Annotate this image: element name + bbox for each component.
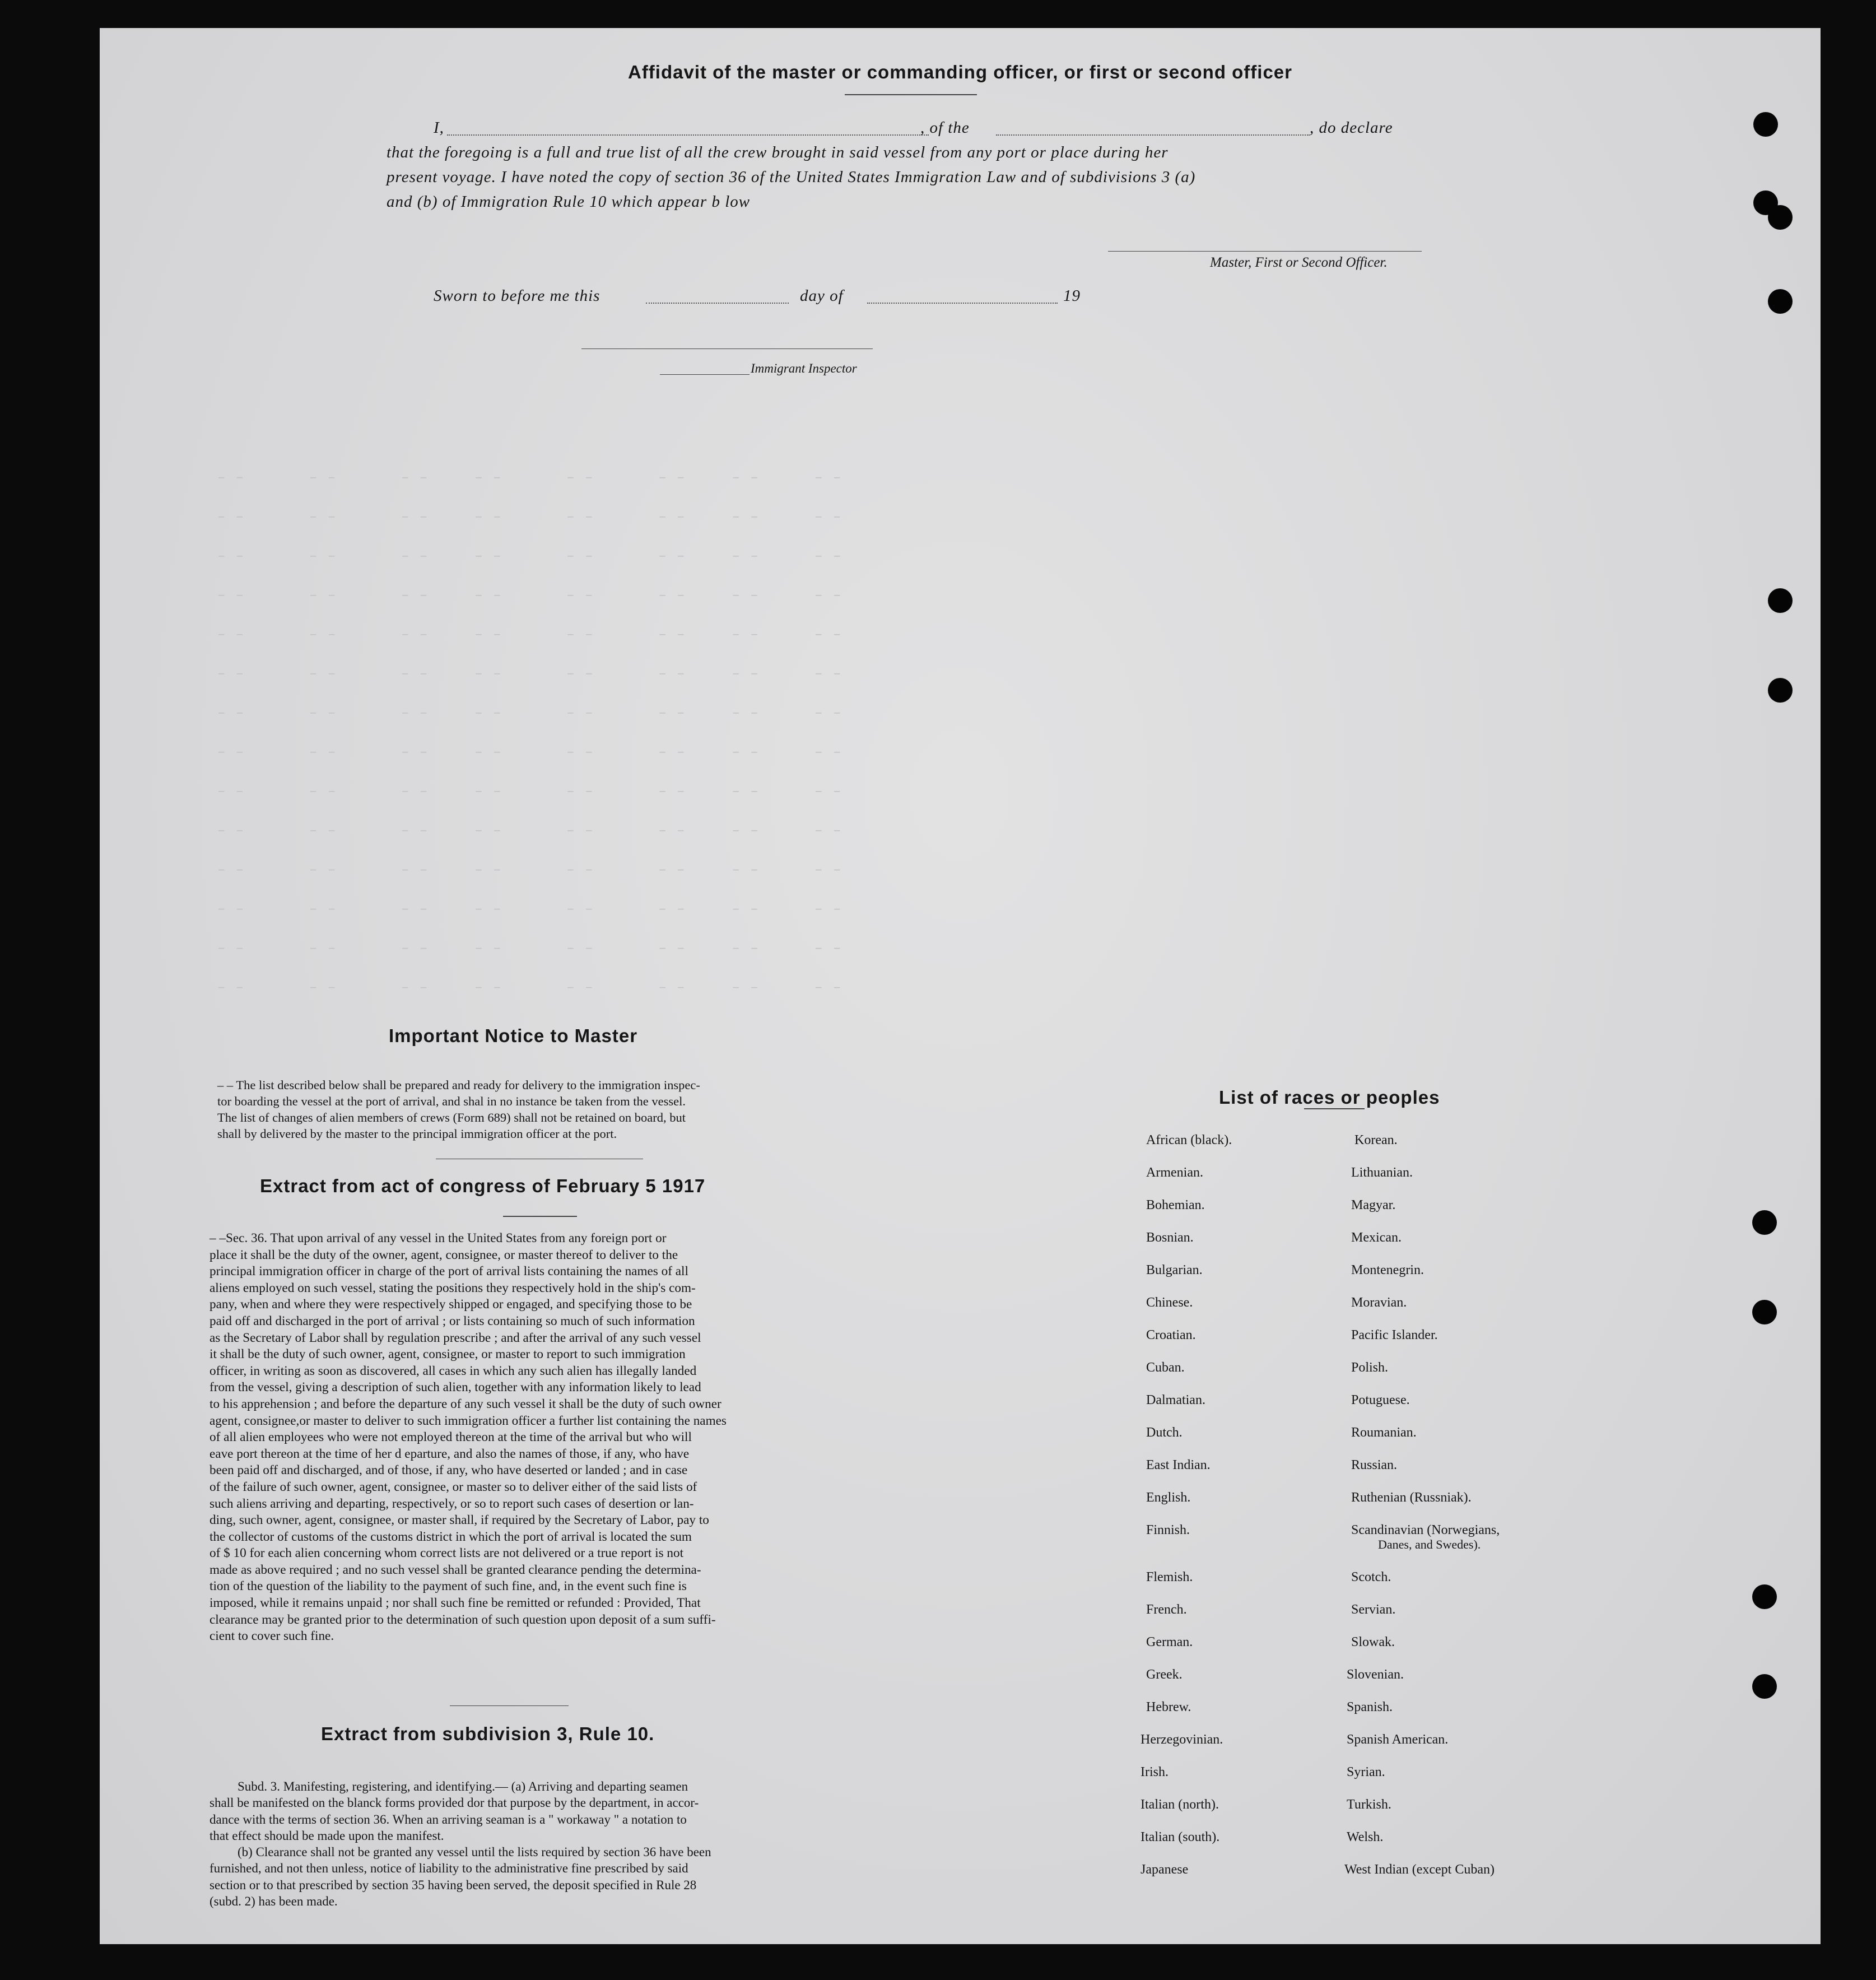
race-item: Dalmatian. [1146, 1393, 1205, 1407]
race-item: Syrian. [1347, 1765, 1385, 1779]
race-item: Herzegovinian. [1141, 1732, 1223, 1747]
race-item: Magyar. [1351, 1198, 1396, 1212]
races-title-underline [1304, 1108, 1365, 1109]
act-line: place it shall be the duty of the owner, agent, consignee, or master thereof to deliver to the [210, 1247, 678, 1262]
race-item: East Indian. [1146, 1458, 1211, 1472]
act-line: the collector of customs of the customs district in which the port of arrival is located the sum [210, 1529, 692, 1544]
act-line: pany, when and where they were respectively shipped or engaged, and specifying those to be [210, 1297, 692, 1312]
race-item: Danes, and Swedes). [1378, 1537, 1481, 1551]
act-title-underline [503, 1216, 577, 1217]
race-item: Armenian. [1146, 1165, 1203, 1180]
act-line: of the failure of such owner, agent, consignee, or master so to deliver either of the said lists of [210, 1479, 697, 1494]
punch-hole [1752, 1210, 1777, 1235]
act-line: it shall be the duty of such owner, agent, consignee, or master to report to such immigration [210, 1347, 686, 1362]
sworn-month-blank [867, 303, 1058, 304]
act-line: made as above required ; and no such vessel shall be granted clearance pending the determina- [210, 1562, 701, 1577]
affidavit-title: Affidavit of the master or commanding officer, or first or second officer [627, 62, 1292, 82]
inspector-signature-line [581, 348, 873, 349]
notice-body [217, 1077, 967, 1142]
race-item: Slowak. [1351, 1635, 1395, 1649]
race-item: Welsh. [1347, 1830, 1384, 1844]
sworn-year-label: 19 [1063, 287, 1081, 305]
act-line: of $ 10 for each alien concerning whom correct lists are not delivered or a true report is not [210, 1546, 684, 1561]
race-item: African (black). [1146, 1133, 1232, 1147]
affidavit-line-4: and (b) of Immigration Rule 10 which appear b low [387, 193, 751, 211]
race-item: Spanish. [1347, 1700, 1393, 1714]
act-line: to his apprehension ; and before the departure of any such vessel it shall be the duty of such owner [210, 1396, 721, 1411]
affidavit-do-declare-label: , do declare [1310, 119, 1393, 137]
race-item: Lithuanian. [1351, 1165, 1413, 1180]
race-item: Chinese. [1146, 1295, 1193, 1310]
rule-line: section or to that prescribed by section 35 having been served, the deposit specified in Rule 28 [210, 1877, 697, 1892]
race-item: Turkish. [1347, 1797, 1391, 1812]
rule-extract-title: Extract from subdivision 3, Rule 10. [321, 1723, 655, 1744]
rule-extract-body [210, 1778, 967, 1909]
rule-line: shall be manifested on the blanck forms provided dor that purpose by the department, in accor- [210, 1796, 699, 1810]
act-extract-title: Extract from act of congress of February 5 1917 [260, 1175, 706, 1196]
sworn-day-blank [646, 303, 789, 304]
notice-line: – – The list described below shall be prepared and ready for delivery to the immigration inspec- [217, 1078, 700, 1092]
name-blank [447, 134, 929, 136]
act-line: from the vessel, giving a description of such alien, together with any information likely to lead [210, 1380, 701, 1395]
sworn-day-of-label: day of [800, 287, 844, 305]
race-item: Finnish. [1146, 1523, 1190, 1537]
act-line: clearance may be granted prior to the determination of such question upon deposit of a sum suffi- [210, 1612, 716, 1627]
notice-line: tor boarding the vessel at the port of arrival, and shal in no instance be taken from the vessel. [217, 1094, 686, 1108]
act-line: aliens employed on such vessel, stating the positions they respectively hold in the ship's com- [210, 1280, 696, 1295]
race-item: Scotch. [1351, 1570, 1391, 1584]
punch-hole [1768, 678, 1793, 703]
inspector-short-line [660, 374, 750, 375]
vessel-blank [996, 134, 1310, 136]
document-page: – – – – – – – – – – – – – – – – – – – – – – – – – – – – – – – – – – – – – – – – – – – – – – – – – – – – – – – – – – – – – – – – – – – – – – – – – – – – – – – – – – – – – – – – – – – – – – – – – – – – – – – – – – – – – – – – – – – – – – – – – – – – – – – – – – – – – – – – – – – – – – – – – – – – – – – – – – – – – – – – – – – – – – – – – – – – – – – – – – – – – – – – – – – – – – – – – – – – – – – – – – – – – – – – – – – – – – – – – – – – – – – – Affidavit of the master or commanding officer, or first or second officer I, , of the , do declare that the foregoing is a full and true list of all the crew brought in said vessel from any port or place during her present voyage. I have noted the copy of section 36 of the United States Immigration Law and of subdivisions 3 (a) and (b) of Immigration Rule 10 which appear b low Master, First or Second Officer. Sworn to before me this day of 19 Immigrant Inspector Important Notice to Master – – The list described below shall be prepared and ready for delivery to the immigration inspec- tor boarding the vessel at the port of arrival, and shal in no instance be taken from the vessel. The list of changes of alien members of crews (Form 689) shall not be retained on board, but shall by delivered by the master to the principal immigration officer at the port. Extract from act of congress of February 5 1917 – –Sec. 36. That upon arrival of any vessel in the United States from any foreign port or place it shall be the duty of the owner, agent, consignee, or master thereof to deliver to the principal immigration officer in charge of the port of arrival lists containing the names of all aliens employed on such vessel, stating the positions they respectively hold in the ship's com- pany, when and where they were respectively shipped or engaged, and specifying those to be paid off and discharged in the port of arrival ; or lists containing so much of such information as the Secretary of Labor shall by regulation prescribe ; and after the arrival of any such vessel it shall be the duty of such owner, agent, consignee, or master to report to such immigration officer, in writing as soon as discovered, all cases in which any such alien has illegally landed from the vessel, giving a description of such alien, together with any information likely to lead to his apprehension ; and before the departure of any such vessel it shall be the duty of such owner agent, consignee,or master to deliver to such immigration officer a further list containing the names of all alien employees who were not employed thereon at the time of the arrival but who will eave port thereon at the time of her d eparture, and also the names of those, if any, who have been paid off and discharged, and of those, if any, who have deserted or landed ; and in case of the failure of such owner, agent, consignee, or master so to deliver either of the said lists of such aliens arriving and departing, respectively, or so to report such cases of desertion or lan- ding, such owner, agent, consignee, or master shall, if required by the Secretary of Labor, pay to the collector of customs of the customs district in which the port of arrival is located the sum of $ 10 for each alien concerning whom correct lists are not delivered or a true report is not made as above required ; and no such vessel shall be granted clearance pending the determina- tion of the question of the liability to the payment of such fine, and, in the event such fine is imposed, while it remains unpaid ; nor shall such fine be remitted or refunded : Provided, That clearance may be granted prior to the determination of such question upon deposit of a sum suffi- cient to cover such fine. Extract from subdivision 3, Rule 10. Subd. 3. Manifesting, registering, and identifying.— (a) Arriving and departing seamen shall be manifested on the blanck forms provided dor that purpose by the department, in accor- dance with the terms of section 36. When an arriving seaman is a " workaway " a notation to that effect should be made upon the manifest. (b) Clearance shall not be granted any vessel until the lists required by section 36 have been furnished, and not then unless, notice of liability to the administrative fine prescribed by said section or to that prescribed by section 35 having been served, the deposit specified in Rule 28 (subd. 2) has been made. List of races or peoples African (black). Armenian. Bohemian. Bosnian. Bulgarian. Chinese. Croatian. Cuban. Dalmatian. Dutch. East Indian. English. Finnish. Flemish. French. German. Greek. Hebrew. Herzegovinian. Irish. Italian (north). Italian (south). Japanese Korean. Lithuanian. Magyar. Mexican. Montenegrin. Moravian. Pacific Islander. Polish. Potuguese. Roumanian. Russian. Ruthenian (Russniak). Scandinavian (Norwegians, Danes, and Swedes). Scotch. Servian. Slowak. Slovenian. Spanish. Spanish American. Syrian. Turkish. Welsh. West Indian (except Cuban) [100, 28, 1821, 1944]
punch-hole [1768, 289, 1793, 314]
notice-line: shall by delivered by the master to the principal immigration officer at the port. [217, 1127, 617, 1141]
race-item: Servian. [1351, 1602, 1396, 1617]
race-item: Spanish American. [1347, 1732, 1449, 1747]
race-item: Scandinavian (Norwegians, [1351, 1523, 1500, 1537]
race-item: West Indian (except Cuban) [1344, 1862, 1495, 1877]
title-underline [845, 94, 977, 95]
sworn-label: Sworn to before me this [434, 287, 600, 305]
act-line: cient to cover such fine. [210, 1629, 334, 1644]
race-item: Cuban. [1146, 1360, 1185, 1375]
race-item: Pacific Islander. [1351, 1328, 1438, 1342]
affidavit-of-the-label: , of the [920, 119, 970, 137]
race-item: English. [1146, 1490, 1191, 1505]
signature-line [1108, 251, 1422, 252]
affidavit-i-label: I, [434, 119, 444, 137]
rule-line: (b) Clearance shall not be granted any vessel until the lists required by section 36 have been [238, 1845, 711, 1860]
race-item: Potuguese. [1351, 1393, 1410, 1407]
race-item: Bohemian. [1146, 1198, 1205, 1212]
notice-line: The list of changes of alien members of crews (Form 689) shall not be retained on board, but [217, 1110, 686, 1124]
race-item: Polish. [1351, 1360, 1389, 1375]
act-line: – –Sec. 36. That upon arrival of any vessel in the United States from any foreign port or [210, 1231, 667, 1245]
act-line: of all alien employees who were not employed thereon at the time of the arrival but who will [210, 1430, 692, 1445]
signature-caption: Master, First or Second Officer. [1210, 255, 1388, 270]
rule-line: furnished, and not then unless, notice of liability to the administrative fine prescribed by said [210, 1861, 688, 1876]
punch-hole [1768, 205, 1793, 230]
act-line: agent, consignee,or master to deliver to such immigration officer a further list containing the names [210, 1413, 727, 1428]
race-item: Dutch. [1146, 1425, 1183, 1440]
punch-hole [1768, 588, 1793, 613]
race-item: Hebrew. [1146, 1700, 1191, 1714]
act-extract-body [210, 1230, 967, 1645]
race-item: French. [1146, 1602, 1187, 1617]
punch-hole [1752, 1300, 1777, 1324]
race-item: Bulgarian. [1146, 1263, 1203, 1277]
inspector-caption: Immigrant Inspector [751, 361, 857, 375]
rule-line: Subd. 3. Manifesting, registering, and identifying.— (a) Arriving and departing seamen [238, 1779, 688, 1793]
race-item: Slovenian. [1347, 1667, 1404, 1682]
race-item: Japanese [1141, 1862, 1189, 1877]
race-item: Italian (south). [1141, 1830, 1220, 1844]
race-item: Moravian. [1351, 1295, 1407, 1310]
race-item: Ruthenian (Russniak). [1351, 1490, 1472, 1505]
race-item: Flemish. [1146, 1570, 1193, 1584]
act-line: as the Secretary of Labor shall by regulation prescribe ; and after the arrival of any such vessel [210, 1330, 701, 1345]
race-item: German. [1146, 1635, 1193, 1649]
act-line: such aliens arriving and departing, respectively, or so to report such cases of desertion or lan- [210, 1496, 694, 1511]
act-line: tion of the question of the liability to the payment of such fine, and, in the event such fine is [210, 1579, 687, 1594]
punch-hole [1752, 1674, 1777, 1699]
race-item: Montenegrin. [1351, 1263, 1424, 1277]
race-item: Greek. [1146, 1667, 1183, 1682]
act-line: officer, in writing as soon as discovered, all cases in which any such alien has illegally landed [210, 1363, 697, 1378]
race-item: Roumanian. [1351, 1425, 1417, 1440]
notice-title: Important Notice to Master [389, 1025, 638, 1046]
act-line: been paid off and discharged, and of those, if any, who have deserted or landed ; and in case [210, 1463, 688, 1478]
rule-line: (subd. 2) has been made. [210, 1894, 338, 1909]
race-item: Irish. [1141, 1765, 1169, 1779]
affidavit-line-2: that the foregoing is a full and true list of all the crew brought in said vessel from any port or place during her [387, 143, 1169, 161]
affidavit-line-3: present voyage. I have noted the copy of section 36 of the United States Immigration Law and of subdivisions 3 (a) [387, 168, 1196, 186]
race-item: Italian (north). [1141, 1797, 1219, 1812]
races-title: List of races or peoples [1219, 1087, 1440, 1108]
act-line: principal immigration officer in charge of the port of arrival lists containing the names of all [210, 1264, 688, 1279]
rule-line: that effect should be made upon the manifest. [210, 1828, 444, 1843]
punch-hole [1753, 112, 1778, 137]
rule-line: dance with the terms of section 36. When an arriving seaman is a " workaway " a notation to [210, 1812, 687, 1826]
race-item: Russian. [1351, 1458, 1398, 1472]
act-line: eave port thereon at the time of her d eparture, and also the names of those, if any, who have [210, 1446, 690, 1461]
act-line: imposed, while it remains unpaid ; nor shall such fine be remitted or refunded : Provided, That [210, 1596, 701, 1611]
race-item: Mexican. [1351, 1230, 1402, 1245]
act-divider [450, 1705, 569, 1706]
race-item: Croatian. [1146, 1328, 1196, 1342]
race-item: Korean. [1354, 1133, 1398, 1147]
race-item: Bosnian. [1146, 1230, 1194, 1245]
punch-hole [1752, 1584, 1777, 1609]
act-line: paid off and discharged in the port of arrival ; or lists containing so much of such information [210, 1313, 695, 1328]
act-line: ding, such owner, agent, consignee, or master shall, if required by the Secretary of Labor, pay to [210, 1513, 709, 1528]
